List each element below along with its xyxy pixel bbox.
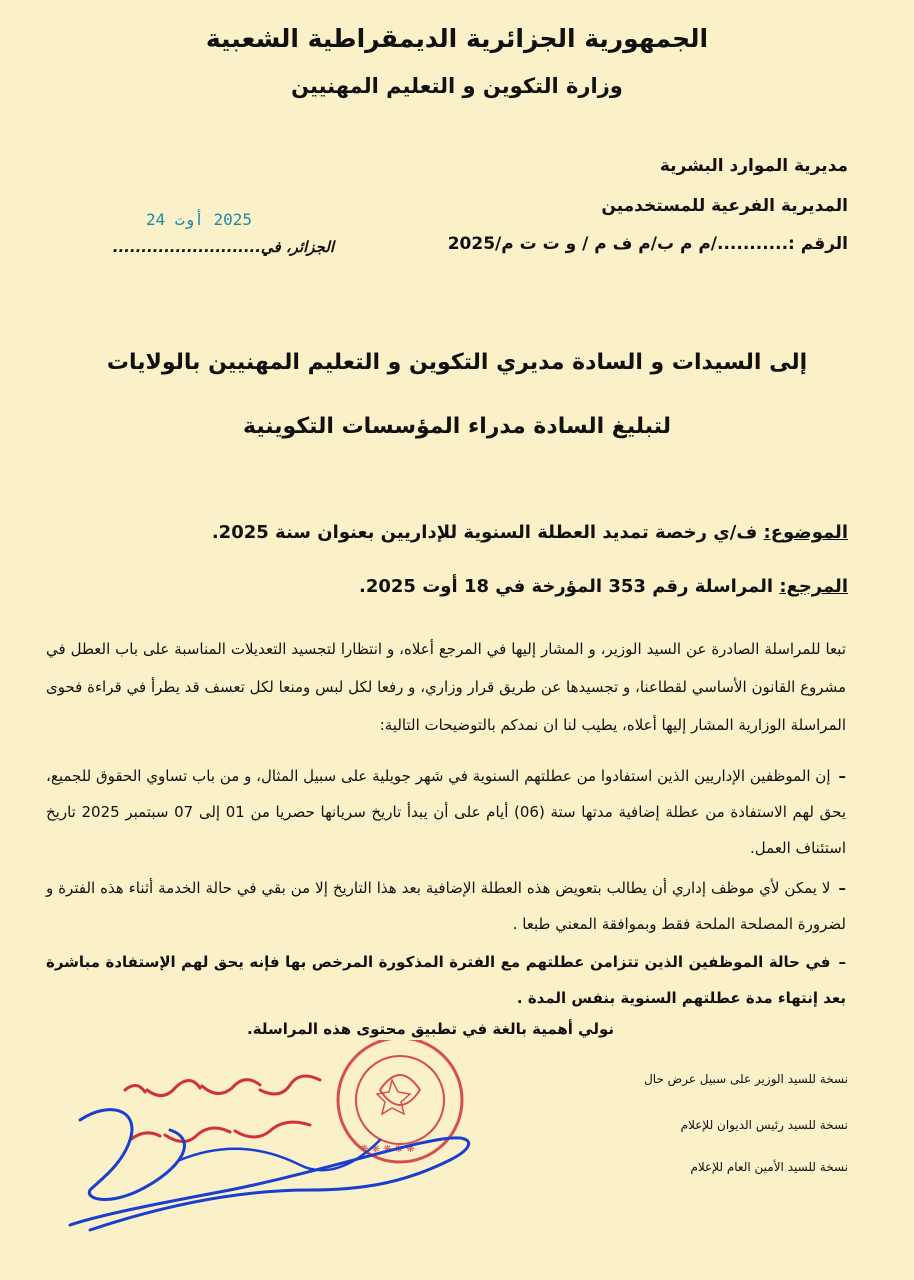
reference-number: الرقم :.........../م م ب/م ف م / و ت ت م/2025	[447, 234, 848, 254]
subject-text: ف/ي رخصة تمديد العطلة السنوية للإداريين بعنوان سنة 2025.	[211, 522, 764, 543]
svg-text:❋ ❋ ❋ ❋ ❋: ❋ ❋ ❋ ❋ ❋	[360, 1144, 415, 1155]
closing-sentence: نولي أهمية بالغة في تطبيق محتوى هذه المراسلة.	[247, 1020, 614, 1038]
bullet-item	[46, 758, 846, 866]
handwritten-signature	[70, 1110, 469, 1230]
directorate-name: مديرية الموارد البشرية	[659, 156, 848, 176]
place-and-date: الجزائر، في..........................	[112, 238, 334, 256]
copy-recipient: نسخة للسيد الوزير على سبيل عرض حال	[644, 1072, 848, 1086]
reference-line	[88, 576, 848, 597]
intro-paragraph: تبعا للمراسلة الصادرة عن السيد الوزير، و المشار إليها في المرجع أعلاه، و انتظارا لتجسيد التعديلات المناسبة على باب العطل في مشروع القانون الأساسي لقطاعنا، و تجسيدها عن طريق قرار وزاري، و رفعا لكل لبس ومنعا لكل تعسف قد يطرأ في قراءة فحوى المراسلة الوزارية المشار إليها أعلاه، يطيب لنا ان نمدكم بالتوضيحات التالية:	[46, 640, 846, 734]
signature-title-handwriting	[125, 1076, 320, 1142]
bullet-text: في حالة الموظفين الذين تتزامن عطلتهم مع الفترة المذكورة المرخص بها فإنه يحق لهم الإستفادة مباشرة بعد إنتهاء مدة عطلتهم السنوية بنفس المدة .	[46, 953, 846, 1007]
copy-recipient: نسخة للسيد الأمين العام للإعلام	[690, 1160, 848, 1174]
official-seal	[338, 1040, 462, 1162]
subject-line	[88, 522, 848, 543]
subject-label: الموضوع:	[763, 522, 848, 543]
copy-recipient: نسخة للسيد رئيس الديوان للإعلام	[680, 1118, 848, 1132]
bullet-item	[46, 870, 846, 942]
addressee-line-1: إلى السيدات و السادة مديري التكوين و التعليم المهنيين بالولايات	[106, 350, 808, 375]
ministry-heading: وزارة التكوين و التعليم المهنيين	[291, 74, 623, 98]
republic-heading: الجمهورية الجزائرية الديمقراطية الشعبية	[205, 24, 709, 53]
bullet-text: إن الموظفين الإداريين الذين استفادوا من عطلتهم السنوية في شهر جويلية على سبيل المثال، و من باب تساوي الحقوق للجميع، يحق لهم الاستفادة من عطلة إضافية مدتها ستة (06) أيام على أن يبدأ تاريخ سريانها حصريا من 01 إلى 07 سبتمبر 2025 تاريخ استئناف العمل.	[46, 767, 846, 857]
sub-directorate-name: المديرية الفرعية للمستخدمين	[601, 196, 848, 216]
bullet-dash: –	[838, 879, 846, 897]
bullet-dash: –	[838, 953, 846, 971]
bullet-item	[46, 944, 846, 1016]
signature-and-seal	[30, 1040, 590, 1270]
bullet-text: لا يمكن لأي موظف إداري أن يطالب بتعويض هذه العطلة الإضافية بعد هذا التاريخ إلا من بقي في حالة الخدمة أثناء هذه الفترة و لضرورة المصلحة الملحة فقط وبموافقة المعني طبعا .	[46, 879, 846, 933]
date-stamp: 2025 أوت 24	[146, 210, 252, 229]
reference-label: المرجع:	[779, 576, 848, 597]
bullet-dash: –	[838, 767, 846, 785]
reference-text: المراسلة رقم 353 المؤرخة في 18 أوت 2025.	[359, 576, 780, 597]
addressee-line-2: لتبليغ السادة مدراء المؤسسات التكوينية	[242, 414, 672, 439]
